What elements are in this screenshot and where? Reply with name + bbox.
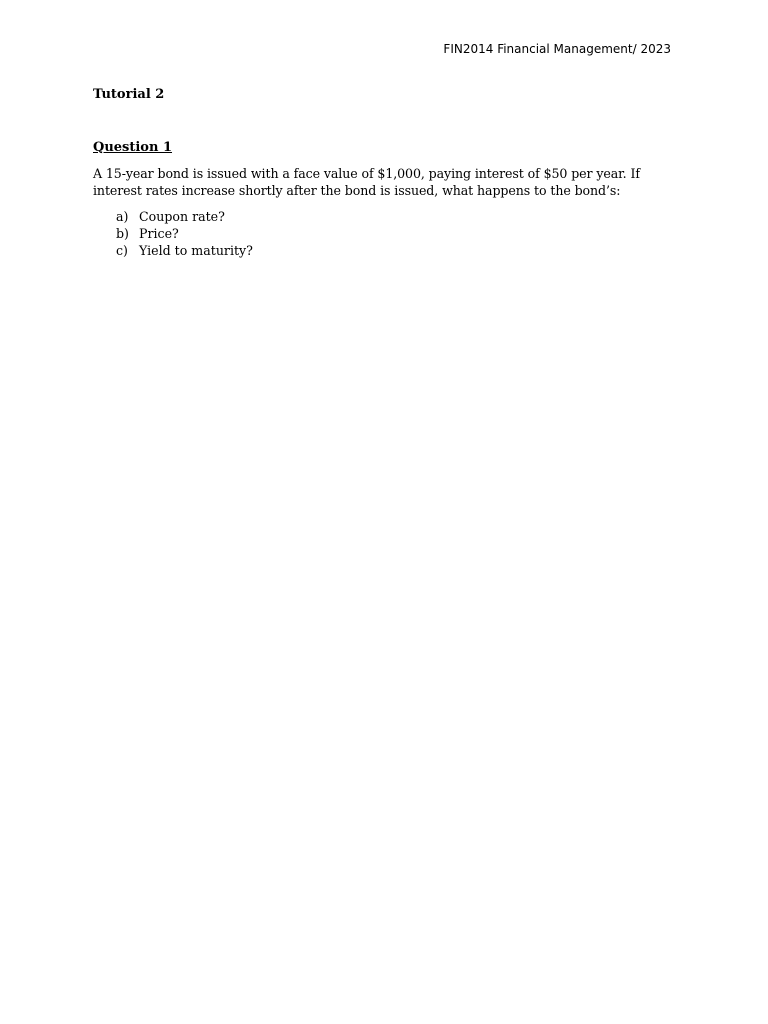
list-marker: a) [116, 209, 129, 224]
list-marker: c) [116, 243, 128, 258]
list-item-text: Coupon rate? [139, 209, 225, 224]
page-header: FIN2014 Financial Management/ 2023 [443, 42, 671, 56]
list-item-text: Yield to maturity? [139, 243, 253, 258]
question-subparts [93, 208, 678, 259]
question-text: A 15-year bond is issued with a face value of $1,000, paying interest of $50 per year. If interest rates increase shortly after the bond is issued, what happens to the bond’s: [93, 166, 640, 198]
document-body [93, 86, 678, 259]
list-item [93, 225, 678, 242]
list-item [93, 208, 678, 225]
question-heading: Question 1 [93, 140, 173, 155]
list-marker: b) [116, 226, 129, 241]
list-item-text: Price? [139, 226, 179, 241]
list-item [93, 242, 678, 259]
tutorial-title: Tutorial 2 [93, 87, 165, 102]
